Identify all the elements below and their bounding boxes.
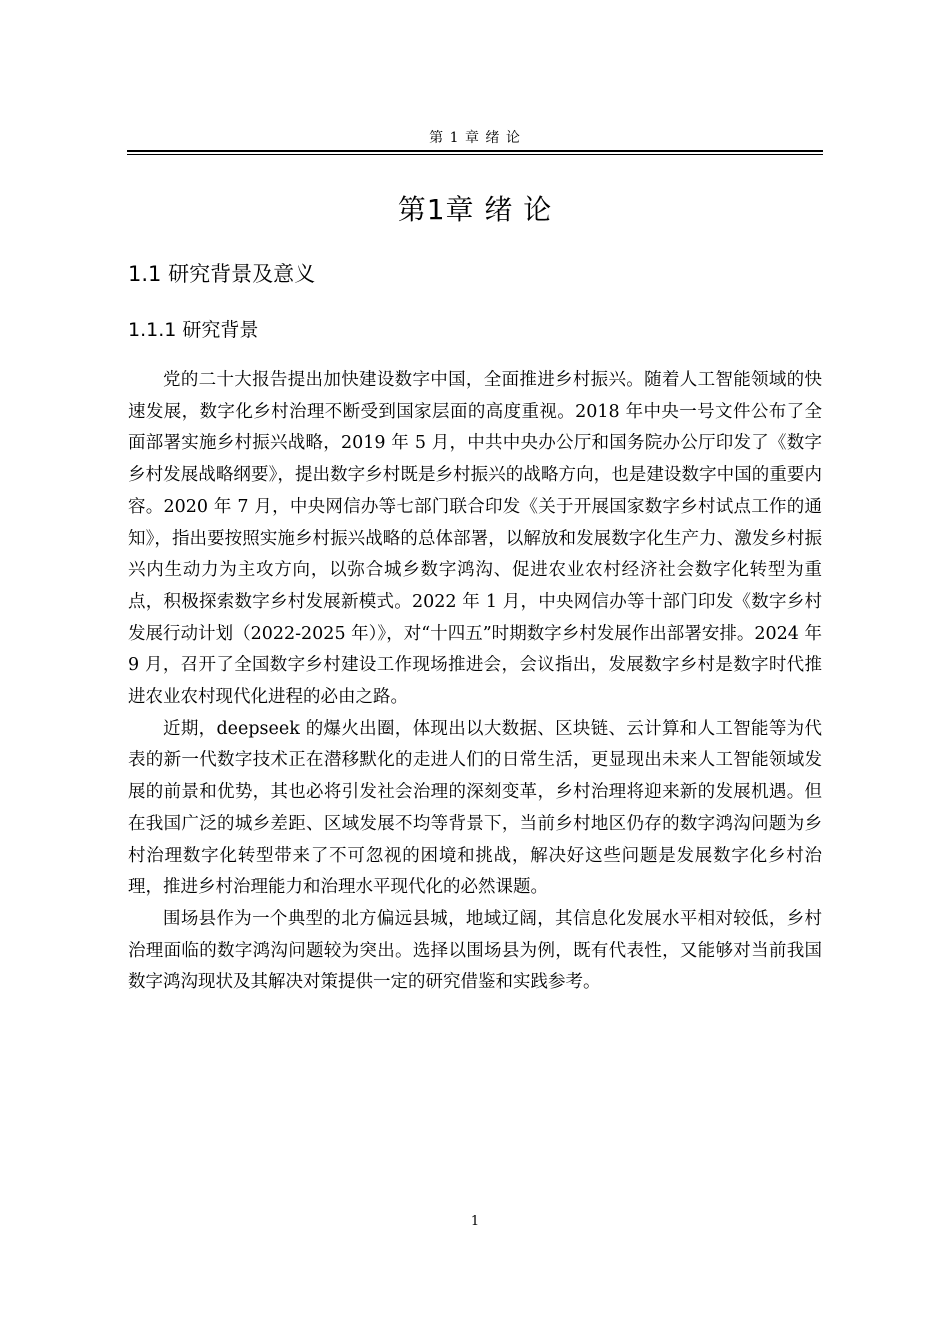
subsection-heading: 1.1.1 研究背景	[128, 319, 259, 341]
paragraph-3: 围场县作为一个典型的北方偏远县城，地域辽阔，其信息化发展水平相对较低，乡村治理面临的数字鸿沟问题较为突出。选择以围场县为例，既有代表性，又能够对当前我国数字鸿沟现状及其解决对策提供一定的研究借鉴和实践参考。	[128, 908, 822, 993]
running-header: 第 1 章 绪 论	[429, 130, 521, 146]
chapter-title: 第1章 绪 论	[397, 193, 553, 226]
body-text	[128, 365, 822, 999]
header-rule-thin	[127, 154, 823, 155]
section-heading: 1.1 研究背景及意义	[128, 262, 316, 286]
paragraph-1: 党的二十大报告提出加快建设数字中国，全面推进乡村振兴。随着人工智能领域的快速发展，数字化乡村治理不断受到国家层面的高度重视。2018 年中央一号文件公布了全面部署实施乡村振兴战略，2019 年 5 月，中共中央办公厅和国务院办公厅印发了《数字乡村发展战略纲要》，提出数字乡村既是乡村振兴的战略方向，也是建设数字中国的重要内容。2020 年 7 月，中央网信办等七部门联合印发《关于开展国家数字乡村试点工作的通知》，指出要按照实施乡村振兴战略的总体部署，以解放和发展数字化生产力、激发乡村振兴内生动力为主攻方向，以弥合城乡数字鸿沟、促进农业农村经济社会数字化转型为重点，积极探索数字乡村发展新模式。2022 年 1 月，中央网信办等十部门印发《数字乡村发展行动计划（2022-2025 年）》，对“十四五”时期数字乡村发展作出部署安排。2024 年 9 月，召开了全国数字乡村建设工作现场推进会，会议指出，发展数字乡村是数字时代推进农业农村现代化进程的必由之路。	[128, 370, 822, 708]
paragraph-2: 近期，deepseek 的爆火出圈，体现出以大数据、区块链、云计算和人工智能等为代表的新一代数字技术正在潜移默化的走进人们的日常生活，更显现出未来人工智能领域发展的前景和优势，其也必将引发社会治理的深刻变革，乡村治理将迎来新的发展机遇。但在我国广泛的城乡差距、区域发展不均等背景下，当前乡村地区仍存的数字鸿沟问题为乡村治理数字化转型带来了不可忽视的困境和挑战，解决好这些问题是发展数字化乡村治理，推进乡村治理能力和治理水平现代化的必然课题。	[128, 718, 822, 898]
header-rule-thick	[127, 150, 823, 152]
page-number: 1	[470, 1214, 480, 1229]
